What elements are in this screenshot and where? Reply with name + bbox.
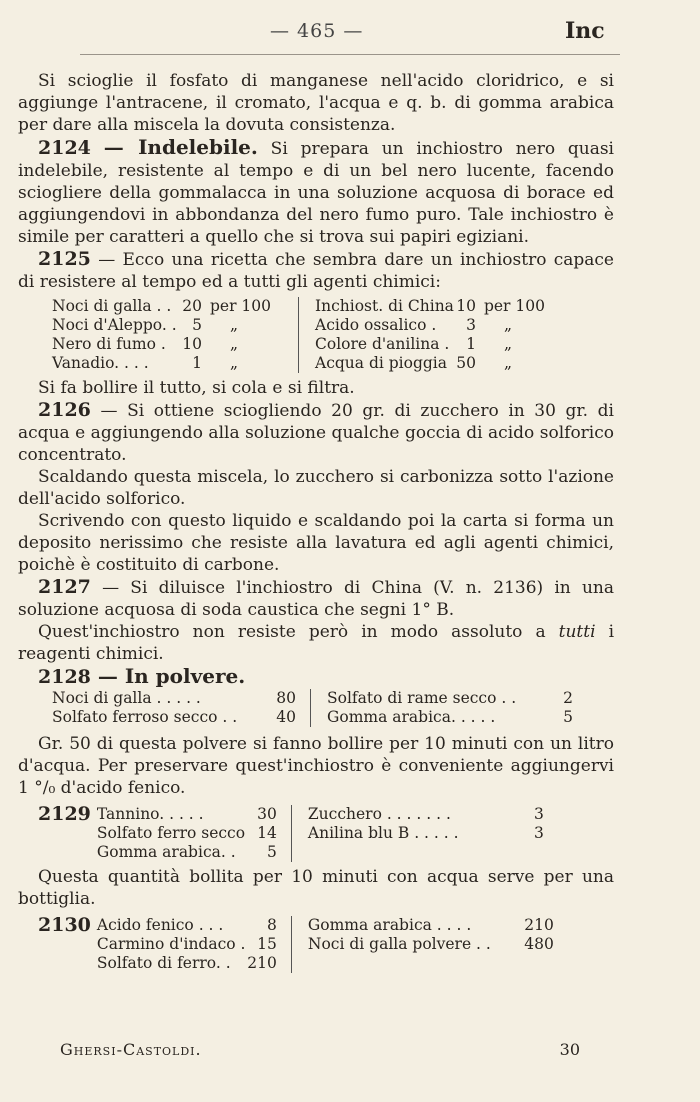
ingredient: Gomma arabica . . . . (291, 916, 524, 935)
entry-2126 (18, 399, 614, 466)
entry-number: 2127 (38, 576, 91, 598)
entry-2126-p3: Scrivendo con questo liquido e scaldando poi la carta si forma un deposito nerissimo che resiste alla lavatura ed agli agenti chimici, poichè è costituito di carbone. (18, 511, 614, 575)
entry-2126-p2: Scaldando questa miscela, lo zucchero si carbonizza sotto l'azione dell'acido solforico. (18, 467, 614, 509)
unit: per 100 (483, 297, 545, 315)
intro-paragraph: Si scioglie il fosfato di manganese nell'acido cloridrico, e si aggiunge l'antracene, il cromato, l'acqua e q. b. di gomma arabica per dare alla miscela la dovuta consistenza. (18, 71, 614, 135)
quantity: 15 (257, 935, 277, 953)
ingredient: Colore d'anilina . (299, 335, 454, 354)
quantity: 2 (563, 689, 573, 707)
unit: „ (230, 335, 239, 353)
entry-2128-after: Gr. 50 di questa polvere si fanno bollire per 10 minuti con un litro d'acqua. Per preservare quest'inchiostro è conveniente aggiungervi 1 °/₀ d'acido fenico. (18, 734, 614, 798)
quantity: 30 (257, 805, 277, 823)
entry-number: 2126 (38, 399, 91, 421)
entry-number: 2130 (38, 914, 91, 936)
ingredient: Solfato di ferro. . (96, 954, 231, 972)
entry-number: 2124 (38, 137, 91, 159)
entry-title: — Indelebile. (103, 135, 258, 159)
ingredient: Carmino d'indaco . (96, 935, 246, 953)
quantity: 8 (267, 916, 277, 934)
header-rule (80, 54, 620, 55)
recipe-table-2128 (52, 689, 573, 727)
unit: „ (503, 316, 512, 334)
quantity: 210 (247, 954, 277, 972)
quantity: 50 (456, 354, 476, 372)
page-body (18, 70, 614, 973)
entry-text: — Si diluisce l'inchiostro di China (V. n. 2136) in una soluzione acquosa di soda caustica che segni 1° B. (18, 578, 614, 620)
quantity: 1 (466, 335, 476, 353)
recipe-table-2125 (52, 297, 545, 373)
quantity: 3 (534, 824, 544, 842)
page-header (0, 16, 700, 50)
entry-2127-p2: Quest'inchiostro non resiste però in modo assoluto a tutti i reagenti chimici. (18, 622, 615, 664)
ingredient: Inchiost. di China (299, 297, 454, 316)
ingredient: Noci di galla . . . . . (52, 689, 201, 707)
recipe-table-2129 (38, 805, 544, 862)
ingredient: Gomma arabica. . . . . (311, 708, 554, 727)
entry-number: 2125 (38, 248, 91, 270)
signature-mark: 30 (559, 1040, 580, 1059)
entry-2128 (18, 665, 614, 689)
quantity: 1 (192, 354, 202, 372)
ingredient: Acqua di pioggia (299, 354, 454, 373)
entry-number: 2129 (38, 803, 91, 825)
ingredient: Solfato ferroso secco . . (52, 708, 238, 726)
quantity: 5 (267, 843, 277, 861)
quantity: 5 (192, 316, 202, 334)
entry-2129-after: Questa quantità bollita per 10 minuti con acqua serve per una bottiglia. (18, 867, 614, 909)
unit: per 100 (210, 297, 272, 315)
ingredient: Acido ossalico . (299, 316, 454, 335)
quantity: 20 (182, 297, 202, 315)
unit: „ (230, 354, 239, 372)
entry-2124 (18, 136, 614, 248)
quantity: 3 (534, 805, 544, 823)
entry-2127 (18, 576, 614, 621)
ingredient: Gomma arabica. . (96, 843, 236, 861)
quantity: 80 (276, 689, 296, 707)
quantity: 5 (563, 708, 573, 726)
ingredient: Noci d'Aleppo. . (52, 316, 177, 334)
quantity: 3 (466, 316, 476, 334)
entry-text: Si prepara un inchiostro nero quasi indelebile, resistente al tempo e di un bel nero lucente, facendo sciogliere della gommalacca in una soluzione acquosa di borace ed aggiungendovi in abbondanza del nero fumo puro. Tale inchiostro è simile per caratteri a quello che si trova sui papiri egiziani. (18, 139, 614, 247)
ingredient: Tannino. . . . . (96, 805, 204, 823)
ingredient: Anilina blu B . . . . . (291, 824, 524, 843)
quantity: 10 (182, 335, 202, 353)
ingredient: Acido fenico . . . (96, 916, 224, 934)
entry-text: — Si ottiene sciogliendo 20 gr. di zucchero in 30 gr. di acqua e aggiungendo alla soluzione qualche goccia di acido solforico concentrato. (18, 401, 614, 465)
quantity: 14 (257, 824, 277, 842)
recipe-table-2130 (38, 916, 554, 973)
unit: „ (230, 316, 239, 334)
ingredient: Nero di fumo . (52, 335, 166, 353)
ingredient: Solfato ferro secco (96, 824, 246, 842)
quantity: 40 (276, 708, 296, 726)
quantity: 480 (524, 935, 554, 953)
ingredient: Zucchero . . . . . . . (291, 805, 524, 824)
entry-number: 2128 (38, 666, 91, 688)
ingredient: Noci di galla . . (52, 297, 172, 315)
entry-text: — Ecco una ricetta che sembra dare un inchiostro capace di resistere al tempo ed a tutti gli agenti chimici: (18, 250, 614, 292)
quantity: 210 (524, 916, 554, 934)
ingredient: Vanadio. . . . (52, 354, 149, 372)
entry-2125-after: Si fa bollire il tutto, si cola e si filtra. (38, 378, 355, 398)
entry-title: — In polvere. (90, 664, 246, 688)
page-number: — 465 — (270, 20, 364, 42)
unit: „ (503, 354, 512, 372)
quantity: 10 (456, 297, 476, 315)
footer-author: Ghersi-Castoldi. (60, 1040, 202, 1059)
ingredient: Noci di galla polvere . . (291, 935, 524, 954)
running-head: Inc (565, 18, 605, 44)
entry-2125 (18, 248, 614, 293)
emphasis: tutti (558, 622, 596, 642)
unit: „ (503, 335, 512, 353)
ingredient: Solfato di rame secco . . (311, 689, 554, 708)
